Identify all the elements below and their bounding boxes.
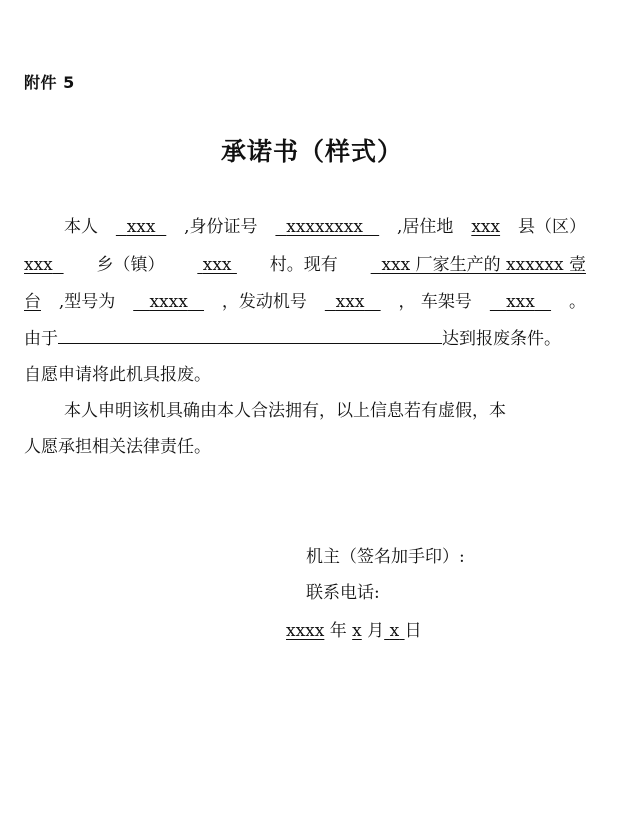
county-field: xxx <box>471 217 501 237</box>
text-engine-label: ，发动机号 <box>221 292 307 312</box>
date-line <box>286 620 422 642</box>
text-apply: 自愿申请将此机具报废。 <box>24 365 211 385</box>
text-frame-label: ， 车架号 <box>398 292 472 312</box>
declaration-line-2 <box>24 436 586 458</box>
text-reason-suffix: 达到报废条件。 <box>442 329 561 349</box>
text-day: 日 <box>404 621 422 641</box>
text-month: 月 <box>367 621 385 641</box>
text-village-now: 村。现有 <box>269 255 338 275</box>
id-number-field: xxxxxxxx <box>286 217 363 237</box>
reason-blank <box>58 325 442 344</box>
model-field: xxxx <box>149 292 188 312</box>
text-township: 乡（镇） <box>96 255 165 275</box>
township-field: xxx <box>24 255 53 275</box>
pledge-line-3 <box>24 291 586 313</box>
document-title: 承诺书（样式） <box>220 137 403 166</box>
frame-number-field: xxx <box>506 292 535 312</box>
village-field: xxx <box>202 255 232 275</box>
text-period: 。 <box>568 292 586 312</box>
declaration-line-1 <box>24 400 586 422</box>
owner-signature-label: 机主（签名加手印）: <box>306 547 465 567</box>
month-field: x <box>352 621 362 641</box>
text-id-label: ,身份证号 <box>184 217 258 237</box>
engine-number-field: xxx <box>335 292 365 312</box>
owner-name-field: xxx <box>126 217 156 237</box>
text-year: 年 <box>329 621 347 641</box>
pledge-line-1 <box>24 216 586 238</box>
declaration-text-2: 人愿承担相关法律责任。 <box>24 437 211 457</box>
year-field: xxxx <box>286 621 325 641</box>
annex-label: 附件 5 <box>24 73 75 92</box>
text-reason-prefix: 由于 <box>24 329 58 349</box>
pledge-line-2 <box>24 254 586 276</box>
factory-count-field: xxx 厂家生产的 xxxxxx 壹 <box>381 255 586 275</box>
declaration-text-1: 本人申明该机具确由本人合法拥有，以上信息若有虚假，本 <box>64 401 506 421</box>
pledge-line-4 <box>24 325 586 350</box>
text-model-label: ,型号为 <box>58 292 116 312</box>
pledge-line-5 <box>24 364 586 386</box>
day-field: x <box>389 621 400 641</box>
phone-label: 联系电话: <box>306 583 380 603</box>
text-tai: 台 <box>24 292 41 312</box>
text-residence-label: ,居住地 <box>397 217 454 237</box>
text-ben-ren: 本人 <box>64 217 98 237</box>
text-county: 县（区） <box>517 217 586 237</box>
